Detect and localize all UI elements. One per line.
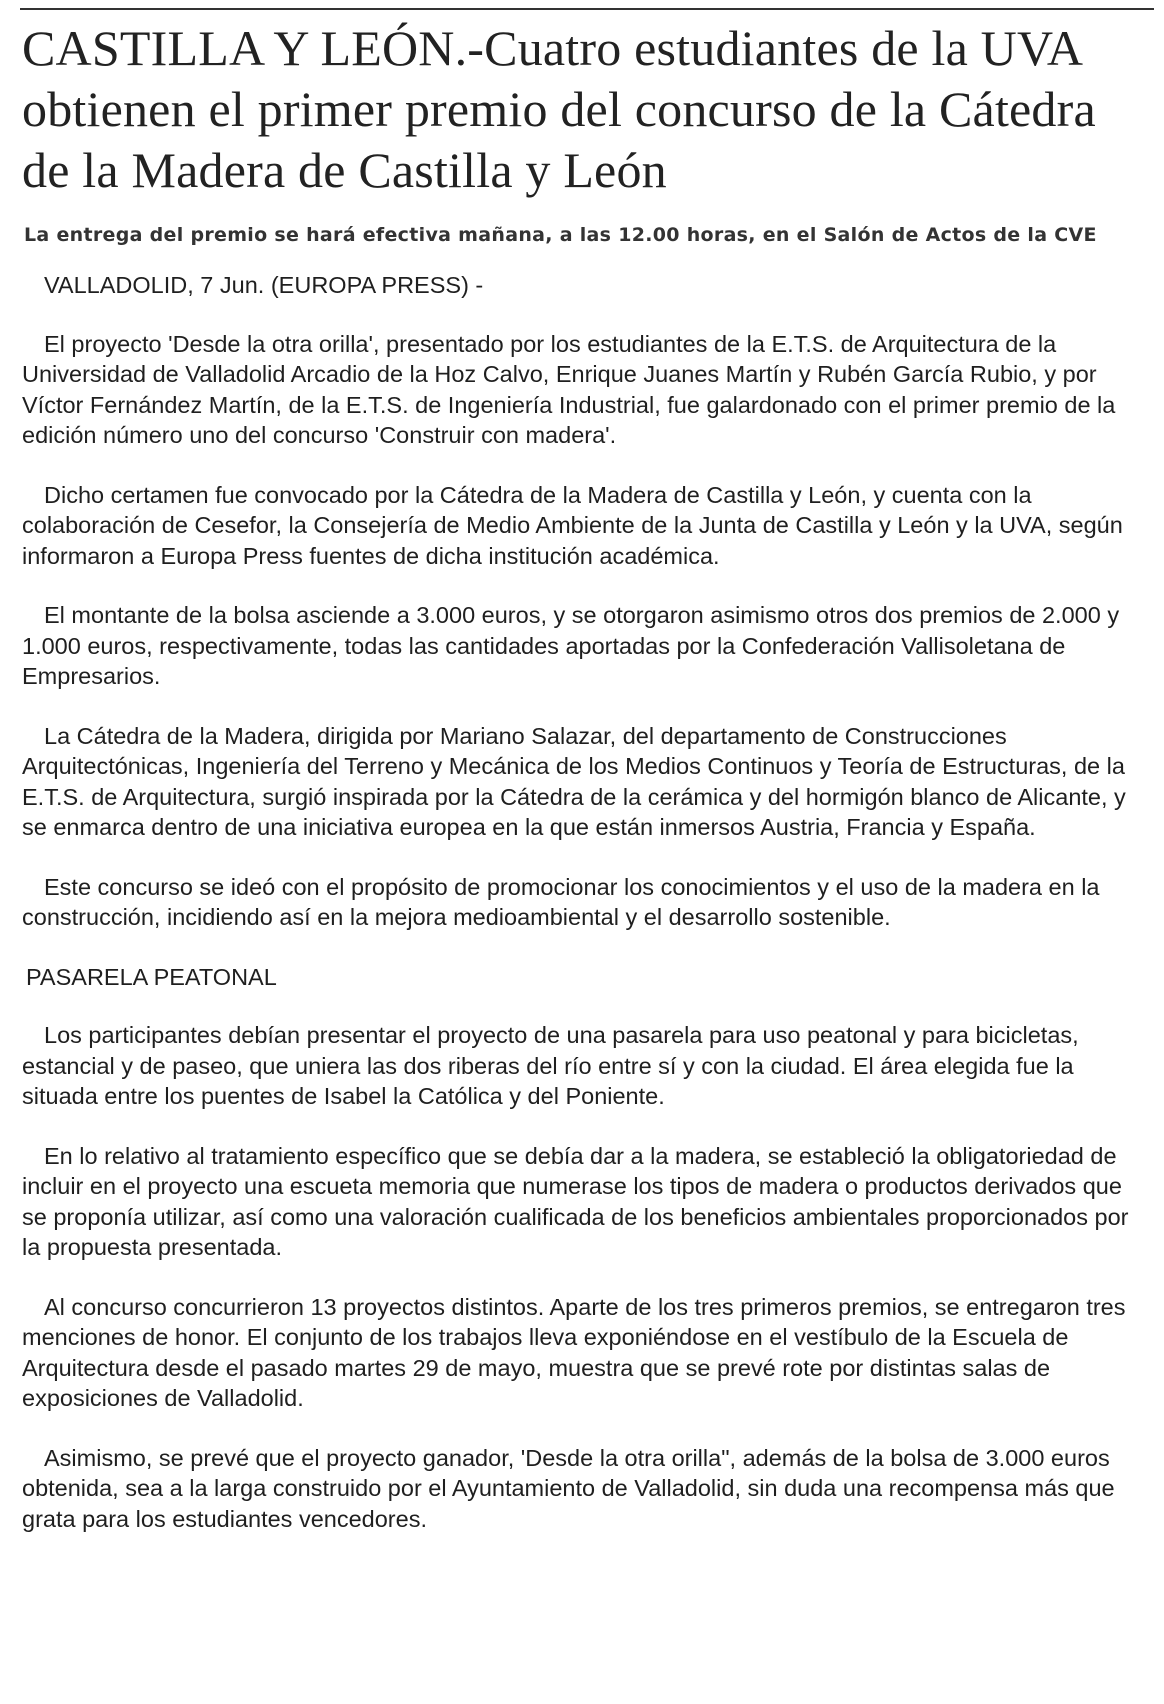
article [22,18,1147,1563]
paragraph: Dicho certamen fue convocado por la Cátedra de la Madera de Castilla y León, y cuenta con la colaboración de Cesefor, la Consejería de Medio Ambiente de la Junta de Castilla y León y la UVA, según informaron a Europa Press fuentes de dicha institución académica. [22,481,1123,569]
paragraph: El proyecto 'Desde la otra orilla', presentado por los estudiantes de la E.T.S. de Arquitectura de la Universidad de Valladolid Arcadio de la Hoz Calvo, Enrique Juanes Martín y Rubén García Rubio, y por Víctor Fernández Martín, de la E.T.S. de Ingeniería Industrial, fue galardonado con el primer premio de la edición número uno del concurso 'Construir con madera'. [22,330,1116,448]
section-heading: PASARELA PEATONAL [26,963,277,990]
top-rule [20,8,1154,10]
dateline: VALLADOLID, 7 Jun. (EUROPA PRESS) - [44,272,484,298]
paragraph: En lo relativo al tratamiento específico que se debía dar a la madera, se estableció la obligatoriedad de incluir en el proyecto una escueta memoria que numerase los tipos de madera o productos derivados que se proponía utilizar, así como una valoración cualificada de los beneficios ambientales proporcionados por la propuesta presentada. [22,1142,1129,1260]
paragraph: El montante de la bolsa asciende a 3.000 euros, y se otorgaron asimismo otros dos premios de 2.000 y 1.000 euros, respectivamente, todas las cantidades aportadas por la Confederación Vallisoletana de Empresarios. [22,602,1120,689]
headline: CASTILLA Y LEÓN.-Cuatro estudiantes de la UVA obtienen el primer premio del concurso de la Cátedra de la Madera de Castilla y León [22,20,1096,198]
paragraph: Al concurso concurrieron 13 proyectos distintos. Aparte de los tres primeros premios, se entregaron tres menciones de honor. El conjunto de los trabajos lleva exponiéndose en el vestíbulo de la Escuela de Arquitectura desde el pasado martes 29 de mayo, muestra que se prevé rote por distintas salas de exposiciones de Valladolid. [22,1293,1126,1411]
article-body [22,270,1147,1534]
paragraph: La Cátedra de la Madera, dirigida por Mariano Salazar, del departamento de Construcciones Arquitectónicas, Ingeniería del Terreno y Mecánica de los Medios Continuos y Teoría de Estructuras, de la E.T.S. de Arquitectura, surgió inspirada por la Cátedra de la cerámica y del hormigón blanco de Alicante, y se enmarca dentro de una iniciativa europea en la que están inmersos Austria, Francia y España. [22,722,1126,840]
paragraph: Asimismo, se prevé que el proyecto ganador, 'Desde la otra orilla", además de la bolsa de 3.000 euros obtenida, sea a la larga construido por el Ayuntamiento de Valladolid, sin duda una recompensa más que grata para los estudiantes vencedores. [22,1444,1115,1532]
paragraph: Los participantes debían presentar el proyecto de una pasarela para uso peatonal y para bicicletas, estancial y de paseo, que uniera las dos riberas del río entre sí y con la ciudad. El área elegida fue la situada entre los puentes de Isabel la Católica y del Poniente. [22,1022,1079,1109]
subtitle: La entrega del premio se hará efectiva mañana, a las 12.00 horas, en el Salón de Actos de la CVE [24,224,1097,246]
paragraph: Este concurso se ideó con el propósito de promocionar los conocimientos y el uso de la madera en la construcción, incidiendo así en la mejora medioambiental y el desarrollo sostenible. [22,873,1100,930]
